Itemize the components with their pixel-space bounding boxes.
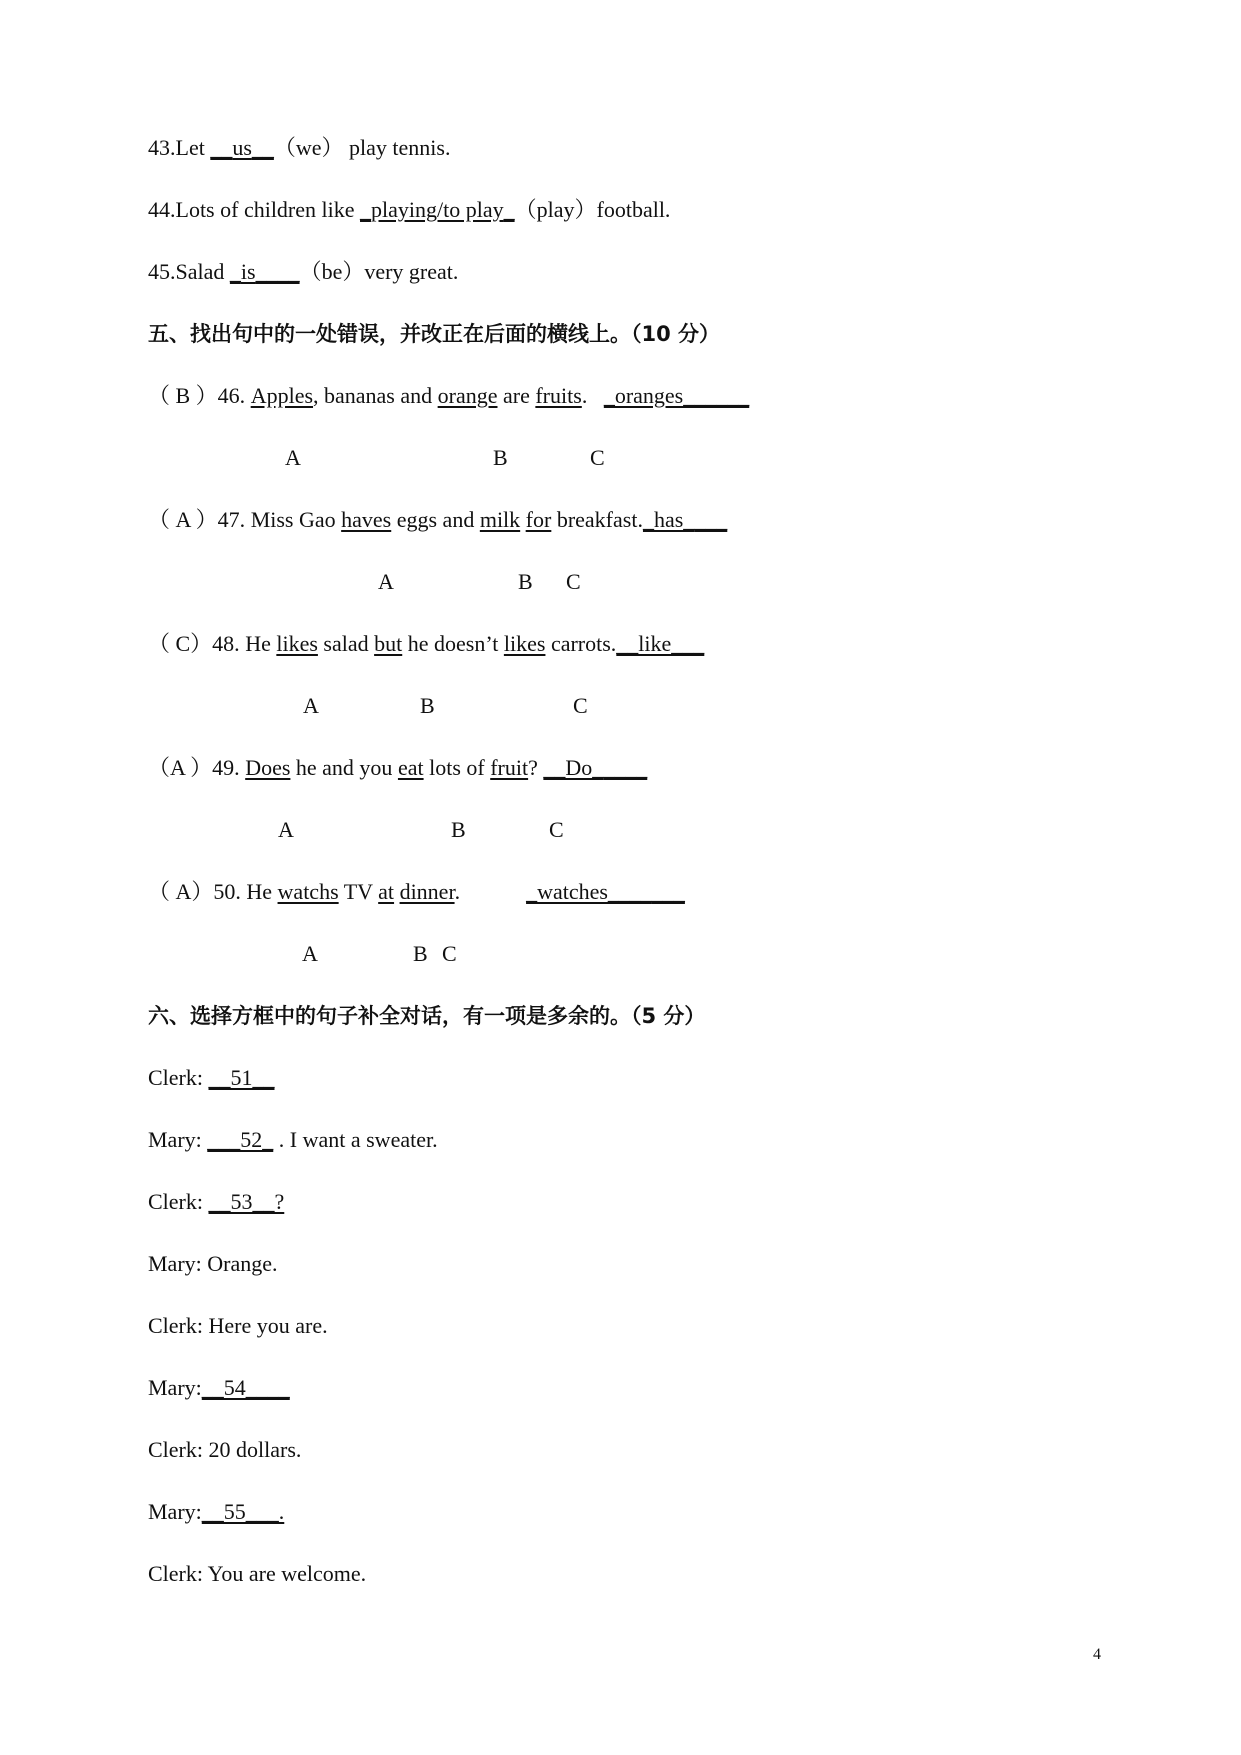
dialog-blank-53: __53__?: [208, 1189, 285, 1214]
correction-49: __Do_____: [543, 755, 648, 780]
dialog-line: Clerk: __53__?: [148, 1189, 285, 1214]
question-49: （A ）49. Does he and you eat lots of fruit? __Do_____: [148, 755, 648, 780]
question-47: （ A ）47. Miss Gao haves eggs and milk for breakfast._has____: [148, 507, 728, 532]
dialog-line: Clerk: You are welcome.: [148, 1561, 367, 1586]
section5-title: 五、找出句中的一处错误，并改正在后面的横线上。（10 分）: [148, 322, 721, 346]
dialog-blank-55: __55___.: [201, 1499, 285, 1524]
answer-blank-44: _playing/to play_: [360, 197, 515, 222]
dialog-blank-51: __51__: [208, 1065, 275, 1090]
dialog-line: Mary: Orange.: [148, 1251, 278, 1276]
question-44: 44.Lots of children like _playing/to play_（play）football.: [148, 197, 671, 222]
section6-title: 六、选择方框中的句子补全对话，有一项是多余的。（5 分）: [148, 1004, 706, 1028]
dialog-line: Clerk: Here you are.: [148, 1313, 328, 1338]
dialog-line: Clerk: __51__: [148, 1065, 275, 1090]
dialog-line: Mary: ___52_ . I want a sweater.: [148, 1127, 438, 1152]
question-45: 45.Salad _is____（be）very great.: [148, 259, 459, 284]
answer-blank-43: __us__: [210, 135, 274, 160]
correction-50: _watches_______: [526, 879, 685, 904]
question-50: （ A）50. He watchs TV at dinner. _watches_______: [148, 879, 685, 904]
dialog-line: Mary:__54____: [148, 1375, 290, 1400]
page-number: 4: [1093, 1646, 1101, 1663]
dialog-blank-54: __54____: [201, 1375, 290, 1400]
dialog-blank-52: ___52_: [207, 1127, 274, 1152]
question-46: （ B ）46. Apples, bananas and orange are fruits. _oranges______: [148, 383, 750, 408]
correction-46: _oranges______: [603, 383, 750, 408]
correction-47: _has____: [642, 507, 728, 532]
dialog-line: Clerk: 20 dollars.: [148, 1437, 302, 1462]
correction-48: __like___: [616, 631, 705, 656]
question-48: （ C）48. He likes salad but he doesn’t likes carrots.__like___: [148, 631, 705, 656]
dialog-line: Mary:__55___.: [148, 1499, 285, 1524]
answer-blank-45: _is____: [229, 259, 300, 284]
question-43: 43.Let __us__（we） play tennis.: [148, 135, 451, 160]
